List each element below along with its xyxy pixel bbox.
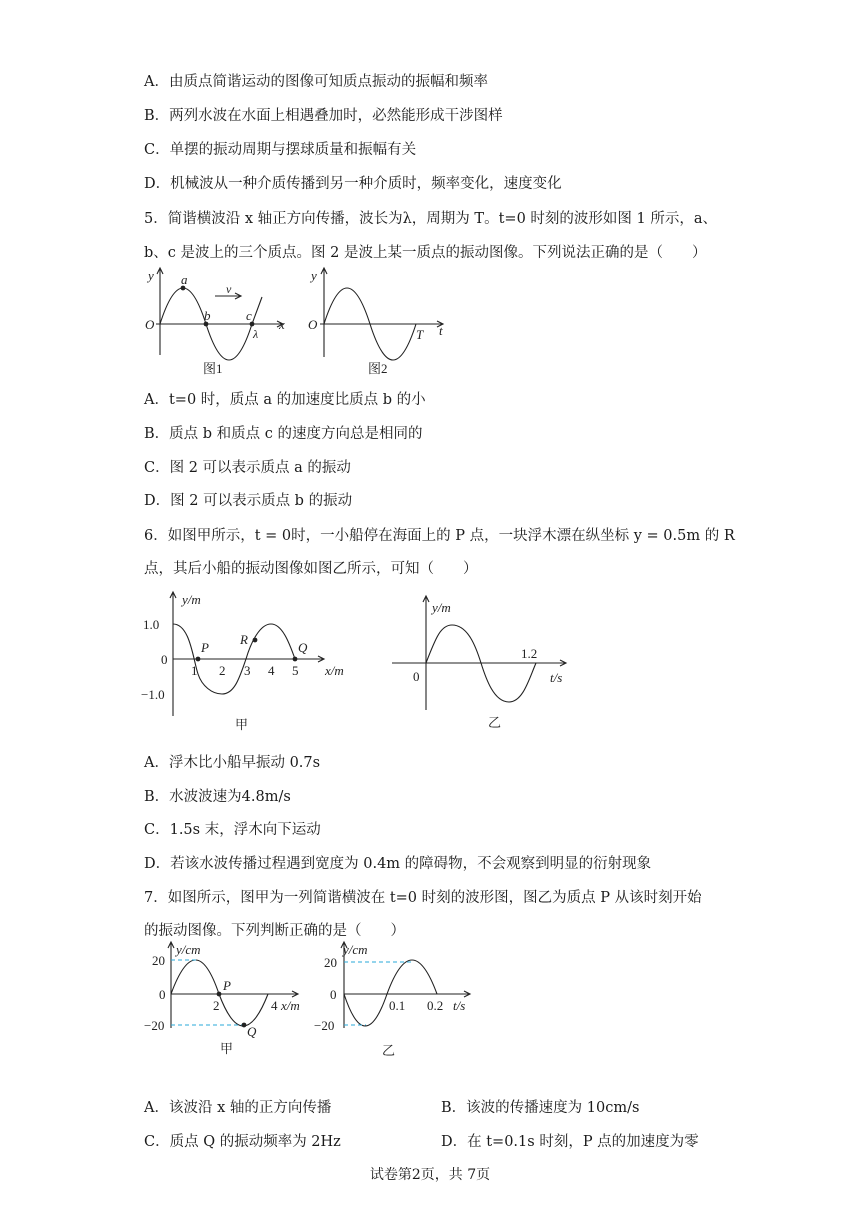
q4-option-c: C．单摆的振动周期与摆球质量和振幅有关 [144, 142, 417, 158]
jia7-ytick-0: 0 [159, 987, 166, 1002]
jia6-xtick-5: 5 [292, 663, 299, 678]
fig1-c-label: c [246, 308, 252, 323]
yi7-ytick-20: 20 [324, 955, 337, 970]
yi6-xlabel: t/s [550, 670, 563, 685]
jia7-ylabel: y/cm [176, 942, 201, 957]
jia7-ytick-neg20: −20 [144, 1018, 165, 1033]
q5-option-b: B．质点 b 和质点 c 的速度方向总是相同的 [144, 426, 423, 442]
fig2-t-label: t [439, 323, 443, 338]
q4-option-b: B．两列水波在水面上相遇叠加时，必然能形成干涉图样 [144, 108, 503, 124]
fig1-y-label: y [148, 268, 154, 283]
fig1-caption: 图1 [203, 361, 223, 376]
yi7-caption: 乙 [382, 1043, 396, 1058]
q5-option-d: D．图 2 可以表示质点 b 的振动 [144, 493, 353, 509]
q7-stem-line2: 的振动图像。下列判断正确的是（ ） [144, 923, 405, 939]
fig2-origin: O [308, 317, 318, 332]
yi7-ylabel: y/cm [343, 942, 368, 957]
jia7-Q-label: Q [247, 1024, 257, 1039]
q6-option-d: D．若该水波传播过程遇到宽度为 0.4m 的障碍物，不会观察到明显的衍射现象 [144, 856, 652, 872]
fig1-origin: O [145, 317, 155, 332]
yi6-origin: 0 [413, 669, 420, 684]
jia6-xtick-4: 4 [268, 663, 275, 678]
q5-option-a: A．t=0 时，质点 a 的加速度比质点 b 的小 [144, 392, 426, 408]
fig1-a-label: a [181, 272, 188, 287]
jia6-R-label: R [240, 632, 248, 647]
jia6-ytick-neg1: −1.0 [141, 687, 165, 702]
q7-option-a: A．该波沿 x 轴的正方向传播 [144, 1100, 332, 1116]
jia6-ytick-1: 1.0 [143, 617, 160, 632]
fig2-y-label: y [311, 268, 317, 283]
fig1-lambda-label: λ [253, 327, 259, 341]
jia6-ylabel: y/m [182, 592, 201, 607]
fig1-v-label: v [226, 282, 232, 296]
yi7-ttick-01: 0.1 [389, 998, 406, 1013]
q4-option-d: D．机械波从一种介质传播到另一种介质时，频率变化，速度变化 [144, 176, 562, 192]
q7-figure-yi [310, 938, 480, 1063]
q7-option-b: B．该波的传播速度为 10cm/s [441, 1100, 640, 1116]
q5-stem-line1: 5．简谐横波沿 x 轴正方向传播，波长为λ，周期为 T。t=0 时刻的波形如图 1 所示，a、 [144, 211, 717, 227]
q7-figure-jia [140, 938, 315, 1058]
fig1-x-label: x [279, 317, 285, 332]
yi6-caption: 乙 [488, 715, 502, 730]
q6-option-c: C．1.5s 末，浮木向下运动 [144, 822, 321, 838]
jia6-xtick-1: 1 [191, 663, 198, 678]
jia7-xlabel: x/m [281, 998, 300, 1013]
jia7-P-label: P [223, 978, 231, 993]
jia6-xtick-2: 2 [219, 663, 226, 678]
q4-option-a: A．由质点简谐运动的图像可知质点振动的振幅和频率 [144, 74, 488, 90]
jia6-xtick-3: 3 [244, 663, 251, 678]
q6-stem-line1: 6．如图甲所示，t = 0时，一小船停在海面上的 P 点，一块浮木漂在纵坐标 y = 0.5m 的 R [144, 528, 735, 544]
q5-figure1 [140, 265, 300, 380]
q6-figure-jia [140, 588, 370, 738]
yi6-ylabel: y/m [432, 600, 451, 615]
jia7-xtick-2: 2 [213, 998, 220, 1013]
q6-option-b: B．水波波速为4.8m/s [144, 789, 291, 805]
jia6-Q-label: Q [298, 640, 308, 655]
yi7-ytick-0: 0 [330, 987, 337, 1002]
jia7-point-P [217, 992, 222, 997]
jia7-ytick-20: 20 [152, 953, 165, 968]
jia7-xtick-4: 4 [271, 998, 278, 1013]
jia6-xlabel: x/m [325, 663, 344, 678]
jia6-caption: 甲 [235, 717, 249, 732]
fig1-b-label: b [204, 308, 211, 323]
q5-option-c: C．图 2 可以表示质点 a 的振动 [144, 460, 351, 476]
fig2-T-label: T [416, 327, 424, 342]
page-footer: 试卷第2页，共 7页 [369, 1167, 491, 1183]
jia6-point-R [253, 638, 258, 643]
q6-option-a: A．浮木比小船早振动 0.7s [144, 755, 321, 771]
yi7-ytick-neg20: −20 [314, 1018, 335, 1033]
jia7-caption: 甲 [220, 1041, 234, 1056]
yi7-wave [344, 960, 437, 1026]
jia6-P-label: P [201, 640, 209, 655]
q6-figure-yi [388, 592, 578, 742]
fig2-caption: 图2 [368, 361, 388, 376]
jia6-point-Q [293, 657, 298, 662]
q7-stem-line1: 7．如图所示，图甲为一列简谐横波在 t=0 时刻的波形图，图乙为质点 P 从该时刻开始 [144, 890, 702, 906]
q5-figure2 [302, 265, 462, 380]
q7-option-c: C．质点 Q 的振动频率为 2Hz [144, 1134, 341, 1150]
yi6-ttick: 1.2 [521, 646, 538, 661]
jia6-ytick-0: 0 [161, 652, 168, 667]
yi7-xlabel: t/s [453, 998, 466, 1013]
yi7-ttick-02: 0.2 [427, 998, 444, 1013]
jia7-point-Q [242, 1023, 247, 1028]
q7-option-d: D．在 t=0.1s 时刻，P 点的加速度为零 [441, 1134, 699, 1150]
q6-stem-line2: 点，其后小船的振动图像如图乙所示，可知（ ） [144, 561, 478, 577]
jia6-point-P [196, 657, 201, 662]
q5-stem-line2: b、c 是波上的三个质点。图 2 是波上某一质点的振动图像。下列说法正确的是（ ） [144, 245, 707, 261]
